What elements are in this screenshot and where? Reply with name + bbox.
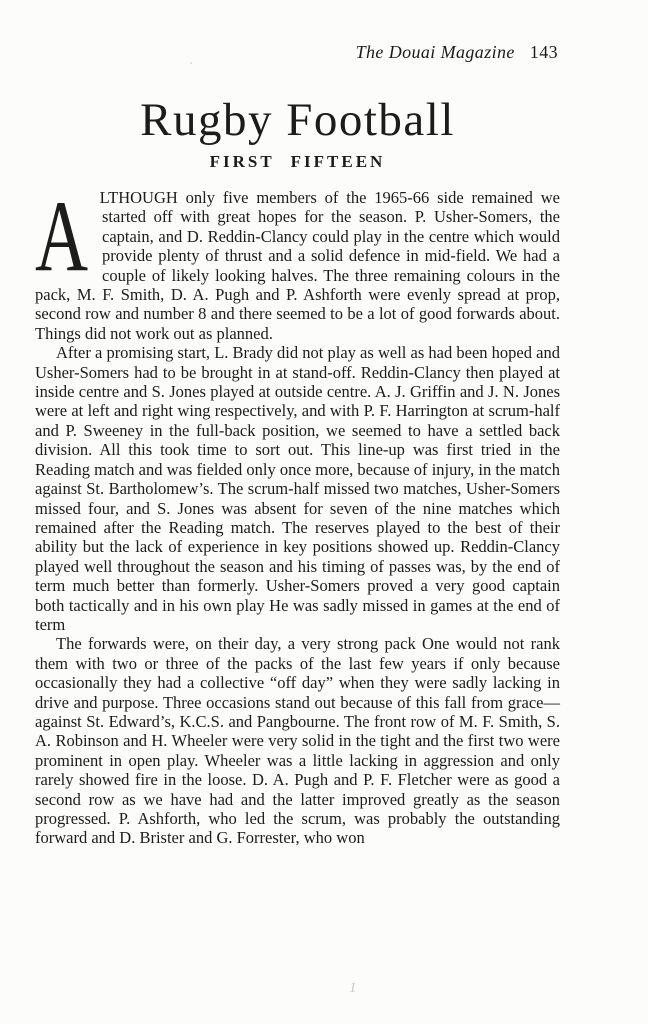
article-body xyxy=(35,180,560,848)
scan-speck xyxy=(190,62,192,64)
drop-cap-letter: A xyxy=(35,180,89,293)
page-number: 143 xyxy=(529,42,558,62)
print-artifact: 1 xyxy=(349,980,357,996)
running-header xyxy=(35,42,558,63)
magazine-title: The Douai Magazine xyxy=(355,42,515,62)
paragraph: The forwards were, on their day, a very strong pack One would not rank them with two or three of the packs of the last few years if only because occasionally they had a collective “off day” when they were sadly lacking in drive and purpose. Three occasions stand out because of this fall from grace—against St. Edward’s, K.C.S. and Pangbourne. The front row of M. F. Smith, S. A. Robinson and H. Wheeler were very solid in the tight and the first two were prominent in open play. Wheeler was a little lacking in aggression and only rarely showed fire in the loose. D. A. Pugh and P. F. Fletcher were as good a second row as we have had and the latter improved greatly as the season progressed. P. Ashforth, who led the scrum, was probably the outstanding forward and D. Brister and G. Forrester, who won xyxy=(35,634,560,848)
paragraph-opening xyxy=(35,180,560,343)
article-subtitle: FIRST FIFTEEN xyxy=(209,152,386,171)
paragraph: After a promising start, L. Brady did not play as well as had been hoped and Usher-Somers had to be brought in at stand-off. Reddin-Clancy then played at inside centre and S. Jones played at outside centre. A. J. Griffin and J. N. Jones were at left and right wing respectively, and with P. F. Harrington at scrum-half and P. Sweeney in the full-back position, we seemed to have a settled back division. All this took time to sort out. This line-up was first tried in the Reading match and was fielded only once more, because of injury, in the match against St. Bartholomew’s. The scrum-half missed two matches, Usher-Somers missed four, and S. Jones was absent for seven of the nine matches which remained after the Reading match. The reserves played to the best of their ability but the lack of experience in key positions showed up. Reddin-Clancy played well throughout the season and his timing of passes was, by the end of term much better than formerly. Usher-Somers proved a very good captain both tactically and in his own play He was sadly missed in games at the end of term xyxy=(35,343,560,634)
paragraph-text: LTHOUGH only five members of the 1965-66 side remained we started off with great hopes for the season. P. Usher-Somers, the captain, and D. Reddin-Clancy could play in the centre which would provide plenty of thrust and a solid defence in mid-field. We had a couple of likely looking halves. The three remaining colours in the pack, M. F. Smith, D. A. Pugh and P. Ashforth were evenly spread at prop, second row and number 8 and there seemed to be a lot of good forwards about. Things did not work out as planned. xyxy=(35,188,560,343)
article-title: Rugby Football xyxy=(140,94,455,146)
